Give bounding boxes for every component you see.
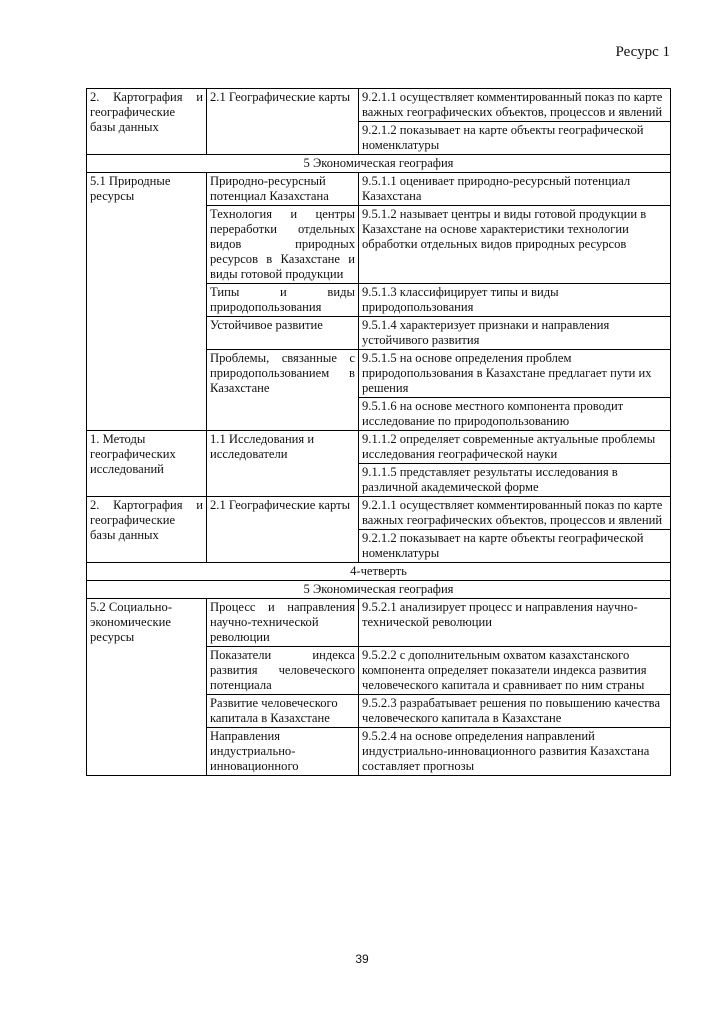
resource-header: Ресурс 1 (615, 44, 670, 60)
section-cell: 5.1 Природные ресурсы (87, 173, 207, 431)
subsection-cell: 1.1 Исследования и исследователи (207, 431, 359, 497)
objective-cell: 9.5.1.3 классифицирует типы и виды природопользования (359, 284, 671, 317)
page-number: 39 (355, 952, 369, 966)
subsection-cell: Технология и центры переработки отдельных видов природных ресурсов в Казахстане и виды готовой продукции (207, 206, 359, 284)
objective-cell: 9.1.1.5 представляет результаты исследования в различной академической форме (359, 464, 671, 497)
objective-cell: 9.5.1.2 называет центры и виды готовой продукции в Казахстане на основе характеристики технологии обработки отдельных видов природных ресурсов (359, 206, 671, 284)
subsection-cell: Проблемы, связанные с природопользованием в Казахстане (207, 350, 359, 431)
objective-cell: 9.2.1.1 осуществляет комментированный показ по карте важных географических объектов, процессов и явлений (359, 89, 671, 122)
table-row (87, 599, 671, 647)
objective-cell: 9.2.1.2 показывает на карте объекты географической номенклатуры (359, 122, 671, 155)
objective-cell: 9.5.1.5 на основе определения проблем природопользования в Казахстане предлагает пути их решения (359, 350, 671, 398)
objective-cell: 9.2.1.2 показывает на карте объекты географической номенклатуры (359, 530, 671, 563)
section-cell: 5.2 Социально-экономические ресурсы (87, 599, 207, 776)
subsection-cell: Направления индустриально-инновационного (207, 728, 359, 776)
subsection-cell: Процесс и направления научно-технической революции (207, 599, 359, 647)
table-heading-row (87, 563, 671, 581)
objective-cell: 9.5.2.2 с дополнительным охватом казахстанского компонента определяет показатели индекса развития человеческого капитала и сравнивает по ним страны (359, 647, 671, 695)
subsection-cell: Развитие человеческого капитала в Казахстане (207, 695, 359, 728)
objective-cell: 9.5.2.4 на основе определения направлений индустриально-инновационного развития Казахстана составляет прогнозы (359, 728, 671, 776)
objective-cell: 9.5.1.6 на основе местного компонента проводит исследование по природопользованию (359, 398, 671, 431)
table-heading-row (87, 581, 671, 599)
objective-cell: 9.2.1.1 осуществляет комментированный показ по карте важных географических объектов, процессов и явлений (359, 497, 671, 530)
subsection-cell: 2.1 Географические карты (207, 497, 359, 563)
section-heading: 5 Экономическая география (87, 155, 671, 173)
section-heading: 5 Экономическая география (87, 581, 671, 599)
objective-cell: 9.5.1.4 характеризует признаки и направления устойчивого развития (359, 317, 671, 350)
objective-cell: 9.5.1.1 оценивает природно-ресурсный потенциал Казахстана (359, 173, 671, 206)
section-cell: 2. Картография и географические базы данных (87, 497, 207, 563)
subsection-cell: Природно-ресурсный потенциал Казахстана (207, 173, 359, 206)
subsection-cell: Устойчивое развитие (207, 317, 359, 350)
table-heading-row (87, 155, 671, 173)
subsection-cell: 2.1 Географические карты (207, 89, 359, 155)
table-row (87, 431, 671, 464)
section-cell: 1. Методы географических исследований (87, 431, 207, 497)
subsection-cell: Показатели индекса развития человеческого потенциала (207, 647, 359, 695)
section-cell: 2. Картография и географические базы данных (87, 89, 207, 155)
objective-cell: 9.5.2.3 разрабатывает решения по повышению качества человеческого капитала в Казахстане (359, 695, 671, 728)
table-row (87, 89, 671, 122)
curriculum-table (86, 88, 671, 776)
objective-cell: 9.1.1.2 определяет современные актуальные проблемы исследования географической науки (359, 431, 671, 464)
objective-cell: 9.5.2.1 анализирует процесс и направления научно-технической революции (359, 599, 671, 647)
quarter-heading: 4-четверть (87, 563, 671, 581)
subsection-cell: Типы и виды природопользования (207, 284, 359, 317)
table-row (87, 173, 671, 206)
table-row (87, 497, 671, 530)
